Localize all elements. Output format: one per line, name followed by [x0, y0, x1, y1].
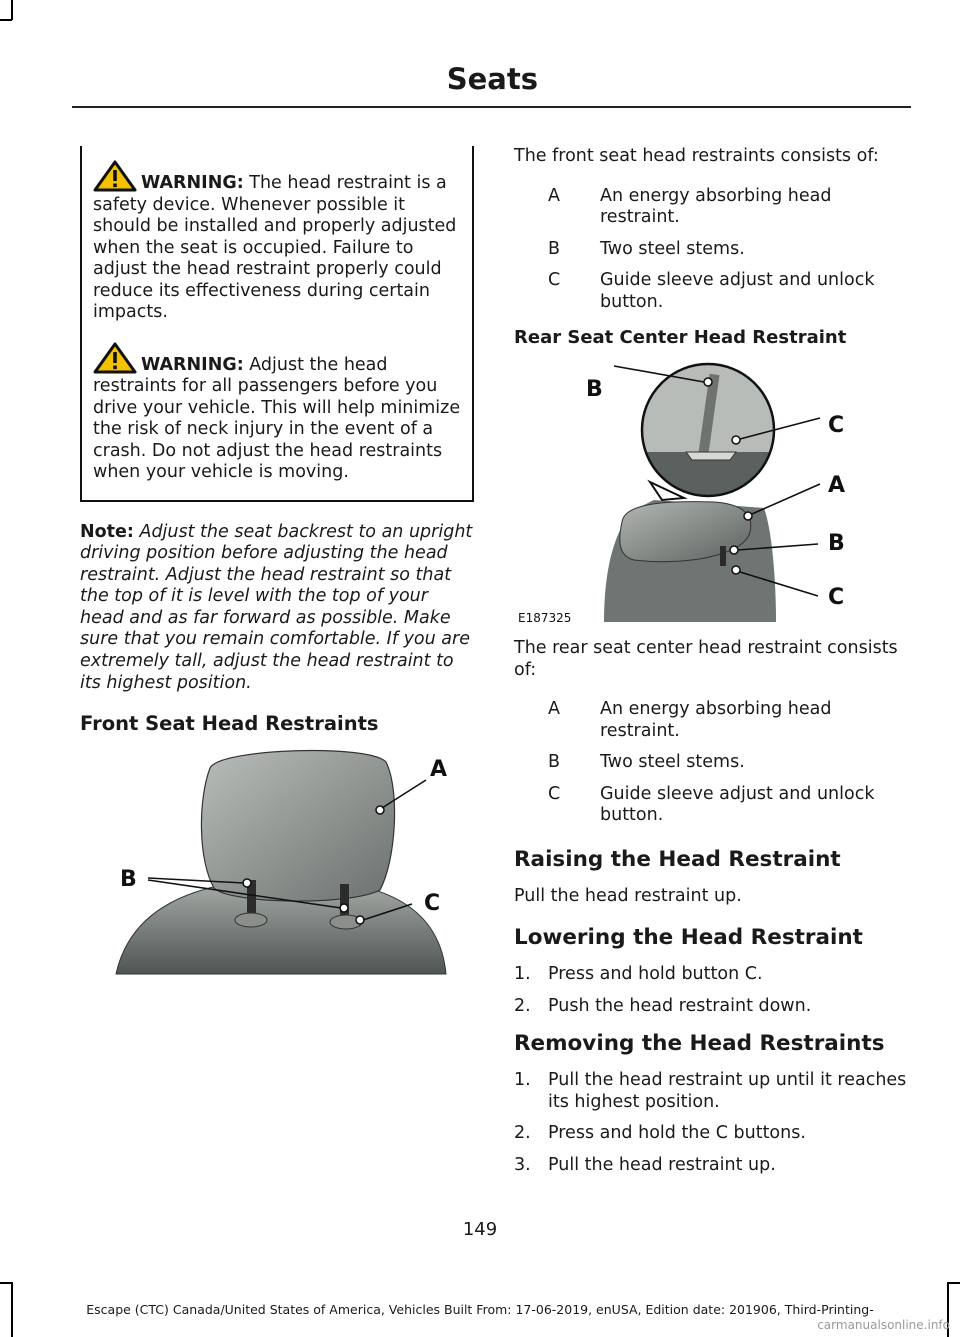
- warning-text: Adjust the head restraints for all passengers before you drive your vehicle. This will help minimize the risk of neck injury in the event of a crash. Do not adjust the head restraints when your vehicle is moving.: [93, 354, 461, 482]
- page-title: Seats: [446, 62, 538, 96]
- watermark: carmanualsonline.info: [817, 1318, 950, 1332]
- list-item: [514, 1070, 914, 1113]
- list-item: [514, 186, 914, 229]
- lowering-steps: [514, 964, 914, 1017]
- item-value: An energy absorbing head restraint.: [600, 699, 832, 741]
- warning-triangle-icon: [93, 342, 137, 374]
- front-intro-text: The front seat head restraints consists of:: [514, 146, 879, 166]
- list-item: [514, 1123, 914, 1145]
- section-heading-front-seat: Front Seat Head Restraints: [80, 712, 379, 736]
- rear-head-restraint-illustration: [514, 360, 860, 626]
- step-number: 2.: [514, 995, 531, 1016]
- item-key: C: [548, 270, 561, 291]
- step-text: Push the head restraint down.: [548, 995, 812, 1016]
- rear-intro-text: The rear seat center head restraint consists of:: [514, 638, 898, 680]
- section-heading-rear-seat: Rear Seat Center Head Restraint: [514, 327, 847, 349]
- item-value: An energy absorbing head restraint.: [600, 185, 832, 228]
- list-item: [514, 270, 914, 313]
- step-number: 2.: [514, 1123, 531, 1144]
- note-label: Note:: [80, 521, 134, 542]
- callout-label-b: B: [120, 867, 137, 892]
- front-head-restraint-illustration: [110, 740, 470, 976]
- item-key: A: [548, 185, 560, 206]
- list-item: [514, 964, 914, 986]
- section-heading-raising: Raising the Head Restraint: [514, 846, 841, 872]
- list-item: [514, 996, 914, 1018]
- step-number: 1.: [514, 964, 531, 985]
- crop-mark: [0, 1282, 12, 1284]
- raising-text: Pull the head restraint up.: [514, 885, 742, 906]
- item-value: Guide sleeve adjust and unlock button.: [600, 783, 875, 826]
- item-key: A: [548, 699, 560, 720]
- left-column: [80, 146, 474, 735]
- list-item: [514, 784, 914, 827]
- callout-label-b-upper: B: [586, 377, 603, 402]
- warning-triangle-icon: [93, 160, 137, 192]
- header-divider: [72, 106, 911, 108]
- list-item: [514, 752, 914, 774]
- list-item: [514, 699, 914, 742]
- crop-mark: [948, 1282, 960, 1284]
- crop-mark: [11, 0, 13, 20]
- callout-label-c: C: [424, 891, 441, 916]
- warning-text: The head restraint is a safety device. Whenever possible it should be installed and properly adjusted when the seat is occupied. Failure to adjust the head restraint properly could reduce its effectiveness during certain impacts.: [93, 173, 457, 322]
- page-number: 149: [462, 1219, 498, 1240]
- figure-code: E187325: [518, 611, 572, 625]
- step-text: Pull the head restraint up until it reaches its highest position.: [548, 1070, 907, 1112]
- item-value: Two steel stems.: [600, 238, 745, 259]
- warning-paragraph: [93, 342, 462, 484]
- list-item: [514, 239, 914, 261]
- callout-label-a: A: [430, 757, 448, 782]
- section-heading-lowering: Lowering the Head Restraint: [514, 925, 863, 951]
- callout-label-c-upper: C: [828, 413, 845, 438]
- step-number: 3.: [514, 1154, 531, 1175]
- rear-parts-list: [514, 699, 914, 827]
- callout-label-a: A: [828, 473, 846, 498]
- removing-steps: [514, 1070, 914, 1176]
- item-key: B: [548, 238, 561, 259]
- warning-label: WARNING:: [141, 354, 244, 375]
- footer-text: Escape (CTC) Canada/United States of America, Vehicles Built From: 17-06-2019, enUSA, Edition date: 201906, Third-Printing-: [86, 1302, 874, 1317]
- step-text: Press and hold the C buttons.: [548, 1123, 806, 1144]
- item-key: B: [548, 752, 561, 773]
- item-value: Guide sleeve adjust and unlock button.: [600, 270, 875, 312]
- warning-paragraph: [93, 160, 462, 324]
- right-column: [514, 146, 914, 1186]
- warning-box: [80, 146, 474, 502]
- step-text: Press and hold button C.: [548, 964, 763, 985]
- warning-label: WARNING:: [141, 173, 244, 193]
- step-text: Pull the head restraint up.: [548, 1154, 776, 1175]
- callout-label-c-lower: C: [828, 585, 845, 610]
- step-number: 1.: [514, 1070, 531, 1091]
- front-parts-list: [514, 186, 914, 314]
- crop-mark: [0, 19, 12, 21]
- note-paragraph: [80, 522, 474, 695]
- list-item: [514, 1155, 914, 1177]
- callout-label-b-lower: B: [828, 531, 845, 556]
- section-heading-removing: Removing the Head Restraints: [514, 1031, 885, 1057]
- item-value: Two steel stems.: [600, 752, 745, 773]
- item-key: C: [548, 783, 561, 804]
- note-text: Adjust the seat backrest to an upright driving position before adjusting the head restraint. Adjust the head restraint so that the top of it is level with the top of your head and as far forward as possible. Make sure that you remain comfortable. If you are extremely tall, adjust the head restraint to its highest position.: [80, 521, 473, 693]
